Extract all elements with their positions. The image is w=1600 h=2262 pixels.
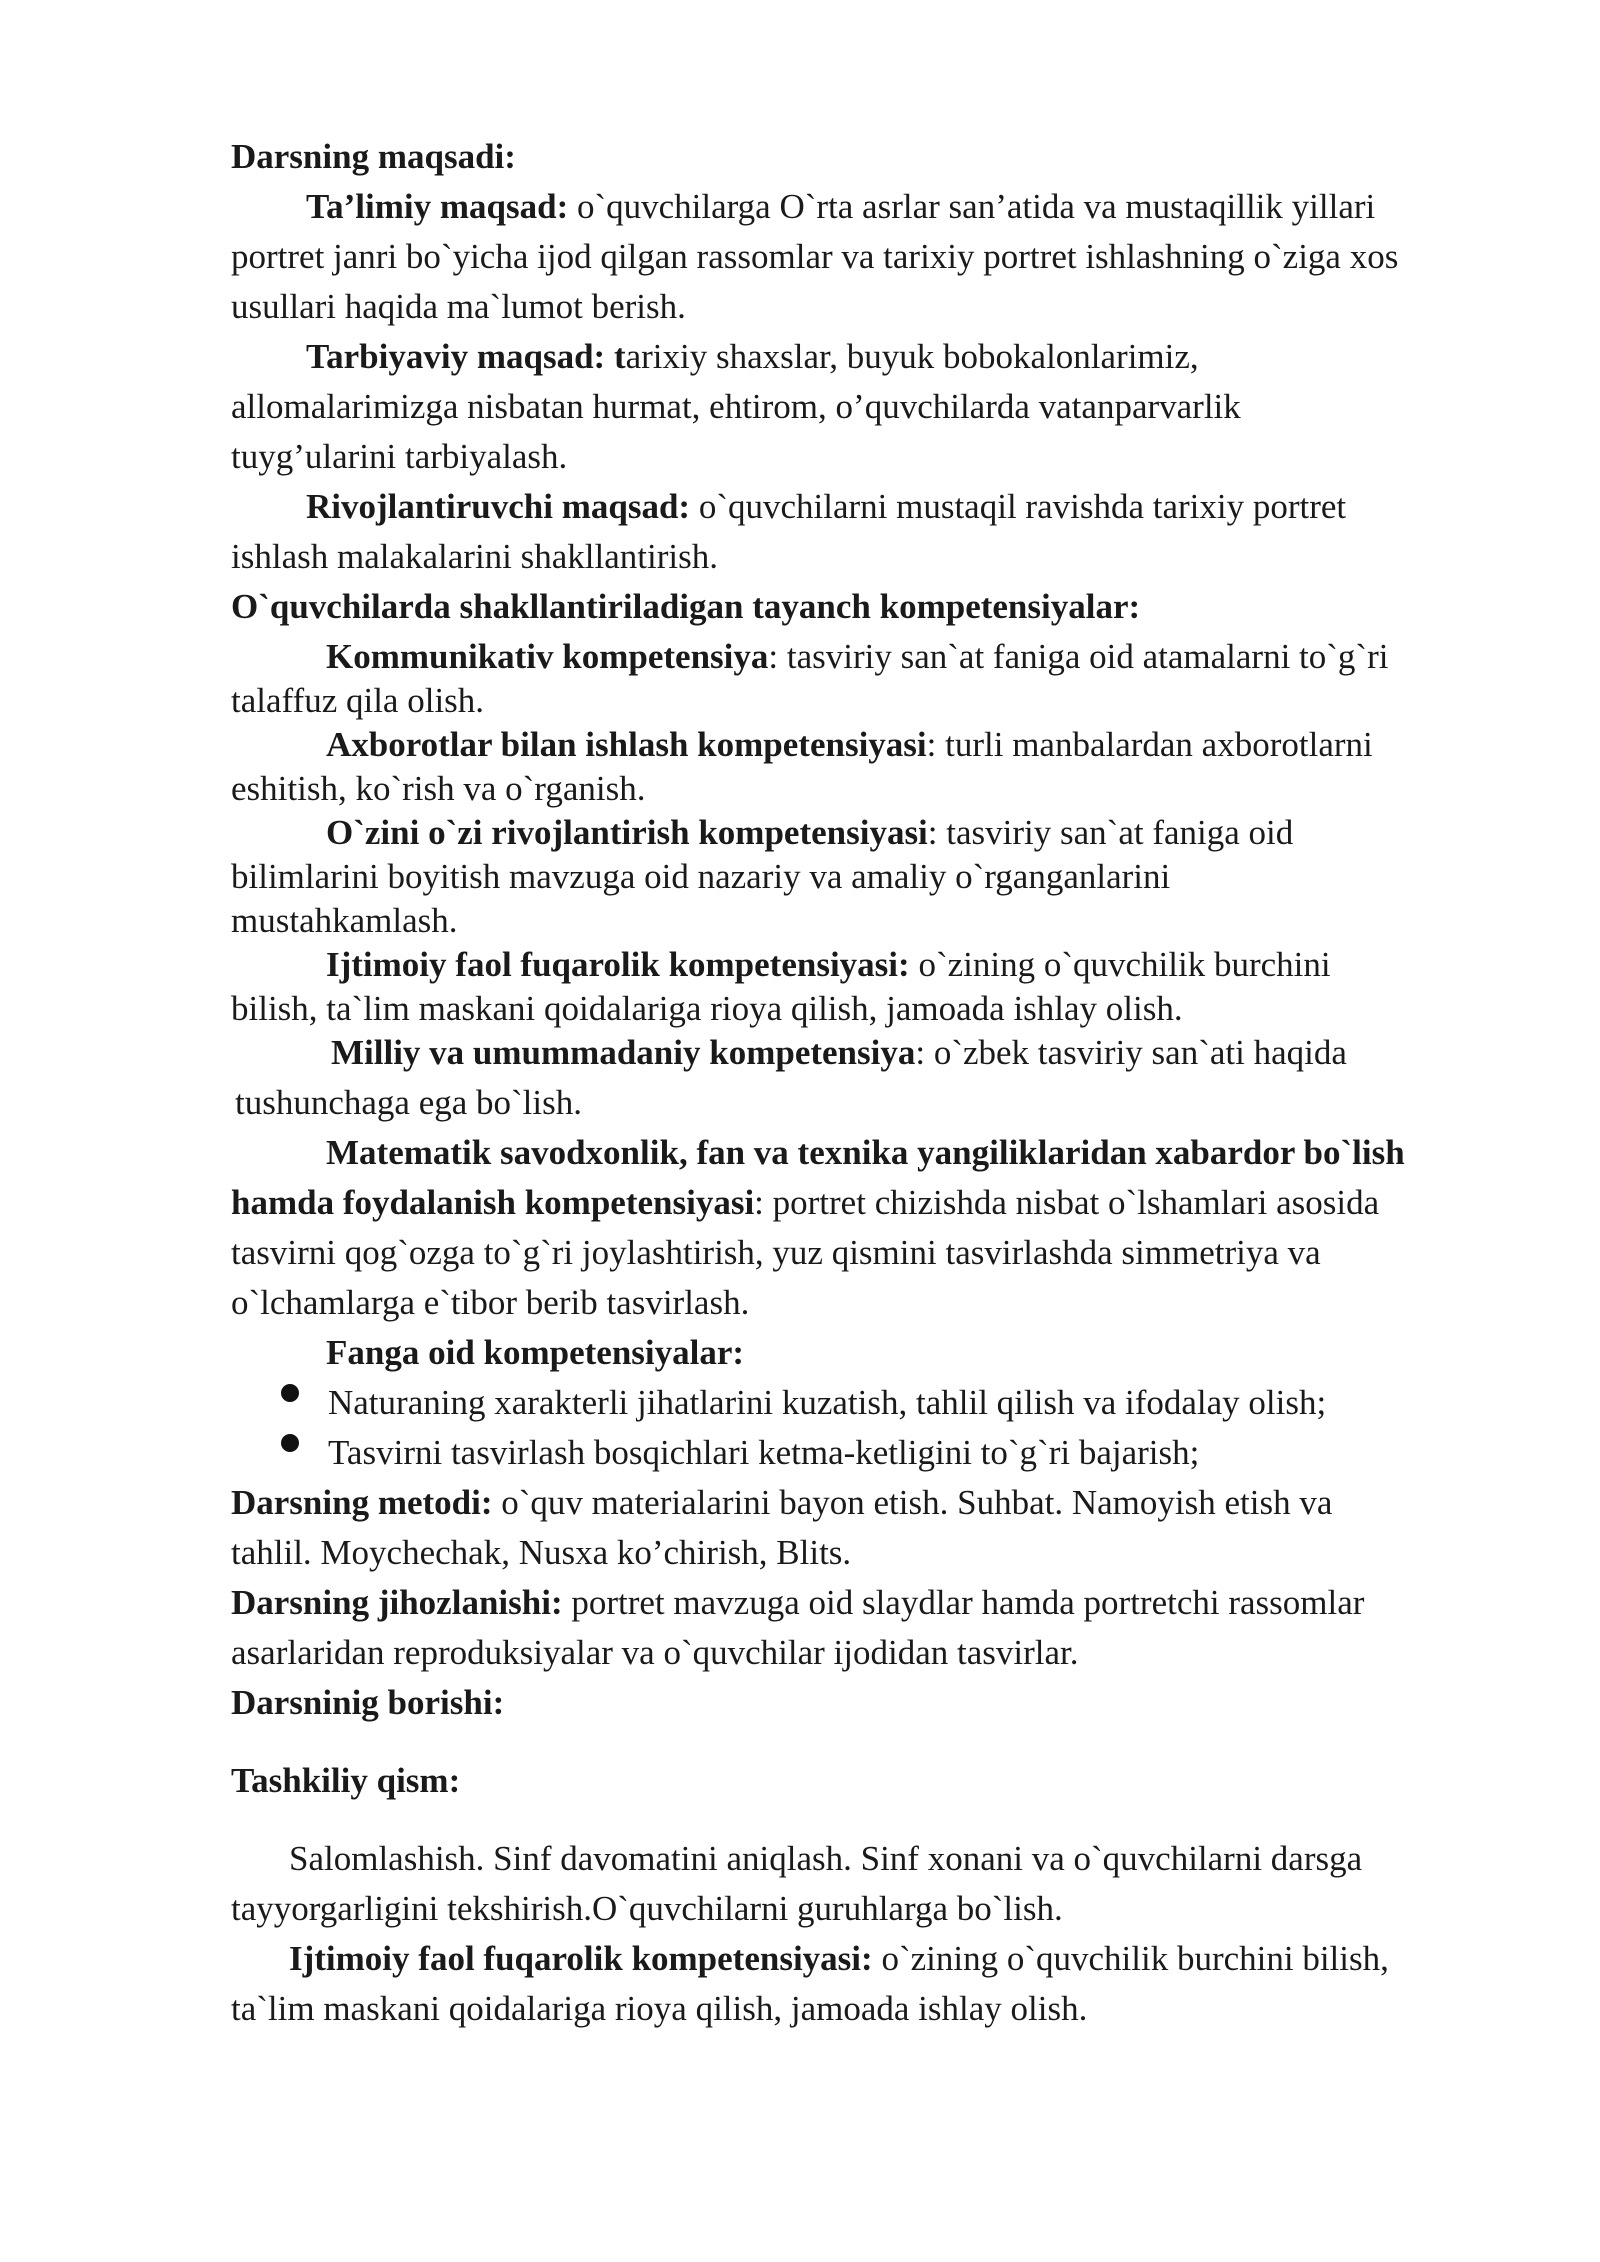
talimiy-line-1 xyxy=(306,189,1375,224)
axborotlar-text-1: : turli manbalardan axborotlarni xyxy=(926,725,1373,764)
ozini-text-1: : tasviriy san`at faniga oid xyxy=(927,813,1294,852)
matematik-text-2: : portret chizishda nisbat o`lshamlari asosida xyxy=(754,1183,1380,1222)
ijtimoiy1-text-1: o`zining o`quvchilik burchini xyxy=(909,945,1331,984)
ozini-line-1 xyxy=(326,815,1293,850)
metodi-label: Darsning metodi: xyxy=(231,1483,493,1522)
ijtimoiy2-text-1: o`zining o`quvchilik burchini bilish, xyxy=(872,1939,1389,1978)
fanga-bullet-item: Naturaning xarakterli jihatlarini kuzatish, tahlil qilish va ifodalay olish; xyxy=(328,1383,1327,1422)
metodi-line-1 xyxy=(231,1485,1332,1520)
fanga-heading: Fanga oid kompetensiyalar: xyxy=(326,1333,745,1372)
ijtimoiy2-line-1 xyxy=(289,1941,1389,1976)
talimiy-line-2: portret janri bo`yicha ijod qilgan rassomlar va tarixiy portret ishlashning o`ziga xos xyxy=(231,237,1399,276)
matematik-label-2: hamda foydalanish kompetensiyasi xyxy=(231,1183,755,1222)
talimiy-text-1: o`quvchilarga O`rta asrlar san’atida va mustaqillik yillari xyxy=(568,187,1376,226)
kompetensiyalar-heading: O`quvchilarda shakllantiriladigan tayanch kompetensiyalar: xyxy=(231,587,1141,626)
talimiy-line-3: usullari haqida ma`lumot berish. xyxy=(231,287,686,326)
salomlashish-line-1: Salomlashish. Sinf davomatini aniqlash. Sinf xonani va o`quvchilarni darsga xyxy=(289,1839,1363,1878)
salomlashish-line-2: tayyorgarligini tekshirish.O`quvchilarni guruhlarga bo`lish. xyxy=(231,1889,1063,1928)
kommunikativ-text-1: : tasviriy san`at faniga oid atamalarni to`g`ri xyxy=(768,637,1389,676)
jihozlanishi-text-1: portret mavzuga oid slaydlar hamda portretchi rassomlar xyxy=(562,1583,1365,1622)
kommunikativ-line-2: talaffuz qila olish. xyxy=(231,681,485,720)
kommunikativ-line-1 xyxy=(326,639,1388,674)
axborotlar-label: Axborotlar bilan ishlash kompetensiyasi xyxy=(326,725,927,764)
matematik-label-1: Matematik savodxonlik, fan va texnika yangiliklaridan xabardor bo`lish xyxy=(326,1133,1405,1172)
metodi-text-1: o`quv materialarini bayon etish. Suhbat. Namoyish etish va xyxy=(492,1483,1333,1522)
rivojlantiruvchi-text-1: o`quvchilarni mustaqil ravishda tarixiy portret xyxy=(690,487,1347,526)
metodi-line-2: tahlil. Moychechak, Nusxa ko’chirish, Blits. xyxy=(231,1533,852,1572)
talimiy-label: Ta’limiy maqsad: xyxy=(306,187,569,226)
ijtimoiy1-line-2: bilish, ta`lim maskani qoidalariga rioya qilish, jamoada ishlay olish. xyxy=(231,989,1183,1028)
tarbiyaviy-line-2: allomalarimizga nisbatan hurmat, ehtirom, o’quvchilarda vatanparvarlik xyxy=(231,387,1241,426)
jihozlanishi-label: Darsning jihozlanishi: xyxy=(231,1583,563,1622)
borishi-heading: Darsninig borishi: xyxy=(231,1683,505,1722)
jihozlanishi-line-1 xyxy=(231,1585,1364,1620)
section-heading-maqsad: Darsning maqsadi: xyxy=(231,137,516,176)
ozini-label: O`zini o`zi rivojlantirish kompetensiyasi xyxy=(326,813,928,852)
ozini-line-3: mustahkamlash. xyxy=(231,901,458,940)
rivojlantiruvchi-label: Rivojlantiruvchi maqsad: xyxy=(306,487,691,526)
milliy-line-2: tushunchaga ega bo`lish. xyxy=(235,1083,582,1122)
tashkiliy-heading: Tashkiliy qism: xyxy=(231,1761,461,1800)
ozini-line-2: bilimlarini boyitish mavzuga oid nazariy va amaliy o`rganganlarini xyxy=(231,857,1171,896)
tarbiyaviy-line-1 xyxy=(306,339,1199,374)
matematik-line-3: tasvirni qog`ozga to`g`ri joylashtirish, yuz qismini tasvirlashda simmetriya va xyxy=(231,1233,1321,1272)
tarbiyaviy-text-1: arixiy shaxslar, buyuk bobokalonlarimiz, xyxy=(625,337,1199,376)
tarbiyaviy-label: Tarbiyaviy maqsad: t xyxy=(306,337,626,376)
ijtimoiy1-line-1 xyxy=(326,947,1331,982)
rivojlantiruvchi-line-1 xyxy=(306,489,1346,524)
axborotlar-line-1 xyxy=(326,727,1373,762)
fanga-bullet-item: Tasvirni tasvirlash bosqichlari ketma-ketligini to`g`ri bajarish; xyxy=(328,1433,1200,1472)
axborotlar-line-2: eshitish, ko`rish va o`rganish. xyxy=(231,769,646,808)
tarbiyaviy-line-3: tuyg’ularini tarbiyalash. xyxy=(231,437,568,476)
ijtimoiy1-label: Ijtimoiy faol fuqarolik kompetensiyasi: xyxy=(326,945,910,984)
milliy-line-1 xyxy=(331,1035,1347,1070)
bullet-icon xyxy=(281,1384,299,1402)
milliy-text-1: : o`zbek tasviriy san`ati haqida xyxy=(915,1033,1347,1072)
matematik-line-4: o`lchamlarga e`tibor berib tasvirlash. xyxy=(231,1283,750,1322)
ijtimoiy2-line-2: ta`lim maskani qoidalariga rioya qilish, jamoada ishlay olish. xyxy=(231,1989,1088,2028)
bullet-icon xyxy=(281,1434,299,1452)
rivojlantiruvchi-line-2: ishlash malakalarini shakllantirish. xyxy=(231,537,718,576)
kommunikativ-label: Kommunikativ kompetensiya xyxy=(326,637,769,676)
ijtimoiy2-label: Ijtimoiy faol fuqarolik kompetensiyasi: xyxy=(289,1939,873,1978)
jihozlanishi-line-2: asarlaridan reproduksiyalar va o`quvchilar ijodidan tasvirlar. xyxy=(231,1633,1079,1672)
milliy-label: Milliy va umummadaniy kompetensiya xyxy=(331,1033,916,1072)
matematik-line-2 xyxy=(231,1185,1379,1220)
